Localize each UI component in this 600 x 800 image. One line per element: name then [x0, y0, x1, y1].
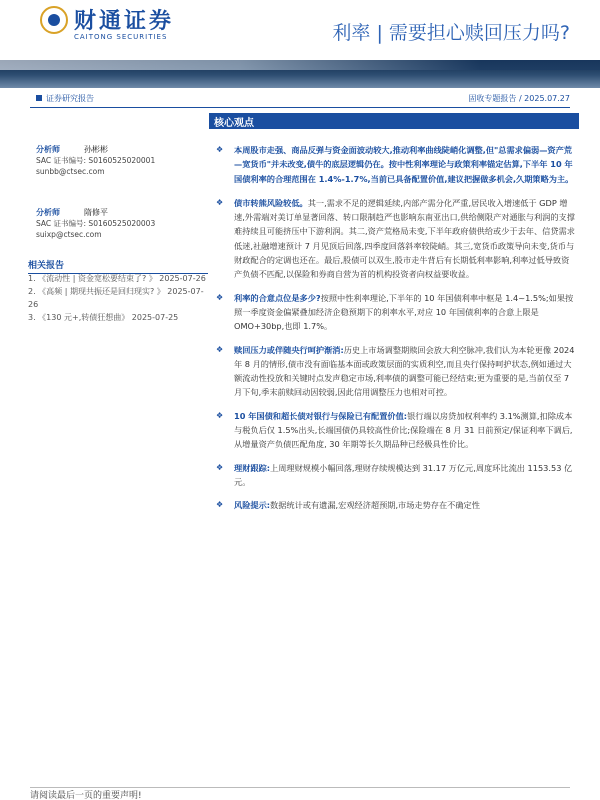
analyst-role: 分析师	[36, 208, 60, 217]
analyst-email[interactable]: suixp@ctsec.com	[36, 230, 102, 239]
point-heading: 赎回压力或伴随央行呵护渐消:	[234, 344, 344, 355]
footer-disclaimer: 请阅读最后一页的重要声明!	[30, 791, 142, 800]
point-paragraph	[214, 291, 576, 334]
point-paragraph	[214, 498, 576, 512]
divider	[30, 107, 570, 108]
core-heading-bar	[209, 113, 579, 129]
point-body: 按照中性利率理论,下半年的 10 年国债利率中枢是 1.4~1.5%;如果按照一季度资金偏紧叠加经济企稳预期下的利率水平,对应 10 年国债利率的合意上限是 OMO+30bp,也即 1.7%。	[234, 292, 574, 332]
analyst-cert: SAC 证书编号: S0160525020003	[36, 219, 156, 228]
diamond-bullet-icon: ❖	[216, 145, 224, 154]
point-paragraph	[214, 409, 576, 452]
point-paragraph	[214, 343, 576, 400]
city-skyline-banner	[0, 60, 600, 88]
diamond-bullet-icon: ❖	[216, 292, 224, 302]
analyst-role: 分析师	[36, 145, 60, 154]
report-title: 利率 | 需要担心赎回压力吗?	[332, 22, 570, 44]
analyst-panel	[36, 112, 206, 240]
point-paragraph	[214, 461, 576, 490]
diamond-bullet-icon: ❖	[216, 462, 224, 472]
point-heading: 10 年国债和超长债对银行与保险已有配置价值:	[234, 410, 408, 421]
point-body: 上周理财规模小幅回落,理财存续规模达到 31.17 万亿元,周度环比流出 1153.53 亿元。	[234, 462, 573, 487]
point-body: 数据统计或有遗漏,宏观经济超预期,市场走势存在不确定性	[270, 500, 480, 511]
point-paragraph	[214, 196, 576, 282]
point-body: 银行端以房贷加权利率约 3.1%测算,扣除成本与税负后仅 1.5%出头,长端国债仍具较高性价比;保险端在 8 月 31 日前预定/保证利率下调后,从增量资产负债匹配角度, 30 年期等长久期品种已经极具性价比。	[234, 410, 573, 450]
logo-subtext: CAITONG SECURITIES	[74, 33, 168, 41]
analyst-card	[36, 144, 206, 177]
point-heading: 利率的合意点位是多少?	[234, 292, 321, 303]
company-logo-icon	[40, 6, 68, 34]
related-report-link[interactable]: 1. 《流动性 | 资金宽松要结束了? 》 2025-07-26	[28, 274, 206, 283]
diamond-bullet-icon: ❖	[216, 500, 224, 510]
related-report-link[interactable]: 2. 《高频 | 期现共振还是回归现实? 》 2025-07-26	[28, 287, 204, 309]
related-report-link[interactable]: 3. 《130 元+,转债狂想曲》 2025-07-25	[28, 313, 179, 322]
diamond-bullet-icon: ❖	[216, 344, 224, 354]
point-heading: 理财跟踪:	[234, 462, 271, 473]
point-heading: 风险提示:	[234, 500, 271, 511]
doc-date-label: 固收专题报告 / 2025.07.27	[468, 94, 570, 103]
analyst-name: 隋修平	[84, 208, 108, 217]
analyst-name: 孙彬彬	[84, 145, 108, 154]
diamond-bullet-icon: ❖	[216, 410, 224, 420]
point-body: 历史上市场调整期赎回会放大利空脉冲,我们认为本轮更像 2024 年 8 月的情形,债市没有面临基本面或政策层面的实质利空,而且央行保持呵护状态,例如通过大额流动性投放和关键时点发声稳定市场,利率债的调整可能已经结束;更为重要的是,当前仅至 7 月下旬,季末前赎回动因较弱,因此信用调整压力也相对可控。	[234, 344, 575, 398]
core-heading: 核心观点	[214, 118, 254, 129]
report-header	[0, 0, 600, 60]
doc-type-label: 证券研究报告	[46, 94, 94, 103]
analyst-card	[36, 207, 206, 240]
diamond-bullet-icon: ❖	[216, 197, 224, 207]
logo-text: 财通证券	[74, 9, 175, 34]
summary-text: 本周股市走强、商品反弹与资金面波动较大,推动利率曲线陡峭化调整,但"总需求偏弱—资产荒—宽货币"并未改变,债牛的底层逻辑仍在。按中性利率理论与政策利率锚定估算,下半年 10 年国债利率的合理范围在 1.4%-1.7%,当前已具备配置价值,建议把握做多机会,久期策略为主。	[234, 145, 574, 184]
related-reports-list	[28, 272, 208, 324]
analyst-email[interactable]: sunbb@ctsec.com	[36, 167, 105, 176]
point-heading: 债市转熊风险较低。	[234, 197, 308, 208]
summary-paragraph	[214, 143, 576, 186]
point-body: 其一,需求不足的逻辑延续,内部产需分化严重,居民收入增速低于 GDP 增速,外需端对美订单显著回落、转口限制趋严也影响东南亚出口,供给侧限产对通胀与利润的支撑难持续且可能挤压中下游利润。其二,资产荒格局未变,下半年政府债供给或少于去年、信贷需求低迷,社融增速预计 7 月见顶后回落,四季度回落斜率较陡峭。其三,宽货币政策导向未变,货币与财政配合的定调也还在。最后,股债可以双生,股市走牛背后有长期低利率影响,利率过低导致资产负债不匹配,以保险和券商自营为首的机构投资者向权益要收益。	[234, 197, 575, 280]
core-points	[214, 143, 576, 513]
analyst-cert: SAC 证书编号: S0160525020001	[36, 156, 156, 165]
related-reports-heading: 相关报告	[28, 258, 208, 274]
